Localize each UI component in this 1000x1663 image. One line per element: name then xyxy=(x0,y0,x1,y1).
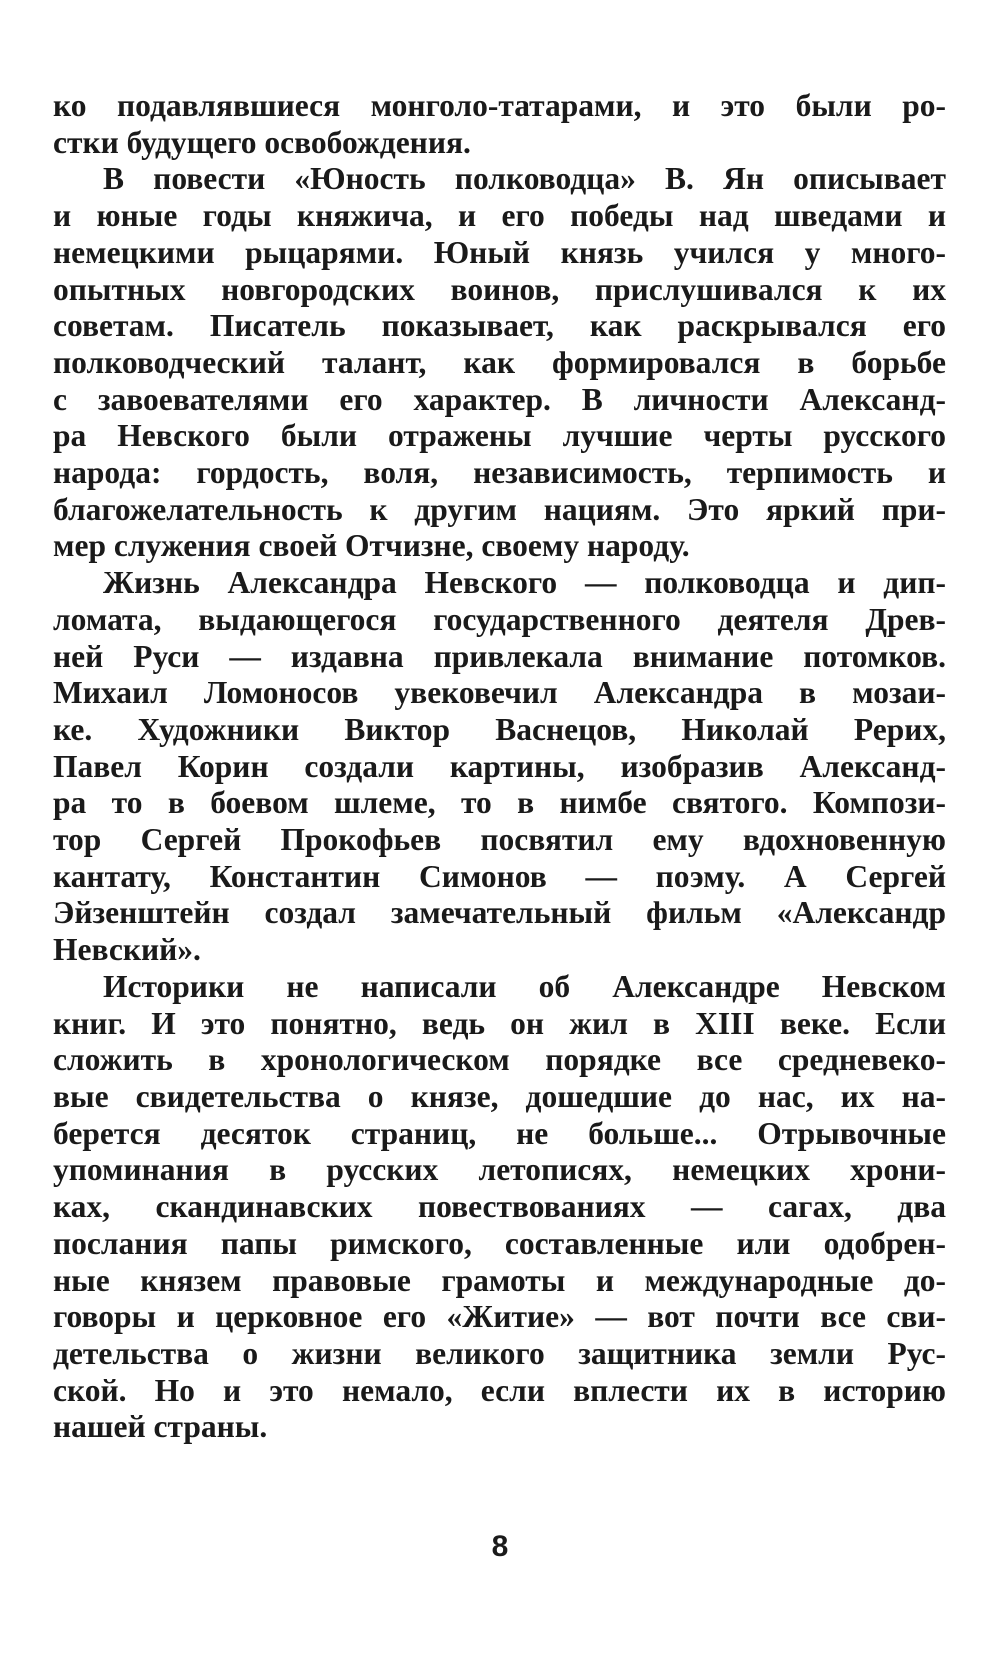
text-line: мер служения своей Отчизне, своему народу. xyxy=(53,528,690,564)
text-line: и юные годы княжича, и его победы над шведами и xyxy=(53,198,946,234)
text-line: стки будущего освобождения. xyxy=(53,124,471,160)
paragraph xyxy=(53,161,946,565)
text-line: говоры и церковное его «Житие» — вот почти все сви- xyxy=(53,1299,946,1335)
text-line: опытных новгородских воинов, прислушивался к их xyxy=(53,271,946,307)
text-line: Жизнь Александра Невского — полководца и дип- xyxy=(103,565,946,601)
text-line: ках, скандинавских повествованиях — сагах, два xyxy=(53,1189,946,1225)
text-line: Михаил Ломоносов увековечил Александра в мозаи- xyxy=(53,675,946,711)
paragraph xyxy=(53,969,946,1446)
text-line: ра Невского были отражены лучшие черты русского xyxy=(53,418,946,454)
text-line: книг. И это понятно, ведь он жил в XIII веке. Если xyxy=(53,1005,946,1041)
text-line: вые свидетельства о князе, дошедшие до нас, их на- xyxy=(53,1078,946,1114)
text-line: кантату, Константин Симонов — поэму. А Сергей xyxy=(53,858,946,894)
text-line: послания папы римского, составленные или одобрен- xyxy=(53,1225,946,1261)
text-line: упоминания в русских летописях, немецких хрони- xyxy=(53,1152,946,1188)
text-line: В повести «Юность полководца» В. Ян описывает xyxy=(103,161,946,197)
text-line: с завоевателями его характер. В личности Александ- xyxy=(53,381,946,417)
text-line: ко подавлявшиеся монголо-татарами, и это были ро- xyxy=(53,88,946,123)
text-line: детельства о жизни великого защитника земли Рус- xyxy=(53,1335,946,1371)
text-line: народа: гордость, воля, независимость, терпимость и xyxy=(53,455,946,491)
text-line: Невский». xyxy=(53,932,201,968)
text-line: ней Руси — издавна привлекала внимание потомков. xyxy=(53,638,946,674)
text-line: сложить в хронологическом порядке все средневеко- xyxy=(53,1042,946,1078)
text-line: ра то в боевом шлеме, то в нимбе святого. Компози- xyxy=(53,785,946,821)
page-number: 8 xyxy=(491,1530,509,1563)
text-line: ке. Художники Виктор Васнецов, Николай Рерих, xyxy=(53,711,946,747)
text-line: берется десяток страниц, не больше... Отрывочные xyxy=(53,1115,946,1151)
paragraph xyxy=(53,565,946,969)
text-line: ской. Но и это немало, если вплести их в историю xyxy=(53,1372,946,1408)
text-line: нашей страны. xyxy=(53,1409,268,1445)
text-line: Историки не написали об Александре Невском xyxy=(103,968,946,1004)
page-body xyxy=(53,88,946,1446)
text-line: ломата, выдающегося государственного деятеля Древ- xyxy=(53,601,946,637)
text-line: немецкими рыцарями. Юный князь учился у много- xyxy=(53,234,946,270)
text-line: тор Сергей Прокофьев посвятил ему вдохновенную xyxy=(53,822,946,858)
text-line: полководческий талант, как формировался в борьбе xyxy=(53,344,946,380)
text-line: Эйзенштейн создал замечательный фильм «Александр xyxy=(53,895,946,931)
text-line: благожелательность к другим нациям. Это яркий при- xyxy=(53,491,946,527)
text-line: ные князем правовые грамоты и международные до- xyxy=(53,1262,946,1298)
text-line: Павел Корин создали картины, изобразив Александ- xyxy=(53,748,946,784)
text-line: советам. Писатель показывает, как раскрывался его xyxy=(53,308,946,344)
paragraph xyxy=(53,88,946,161)
